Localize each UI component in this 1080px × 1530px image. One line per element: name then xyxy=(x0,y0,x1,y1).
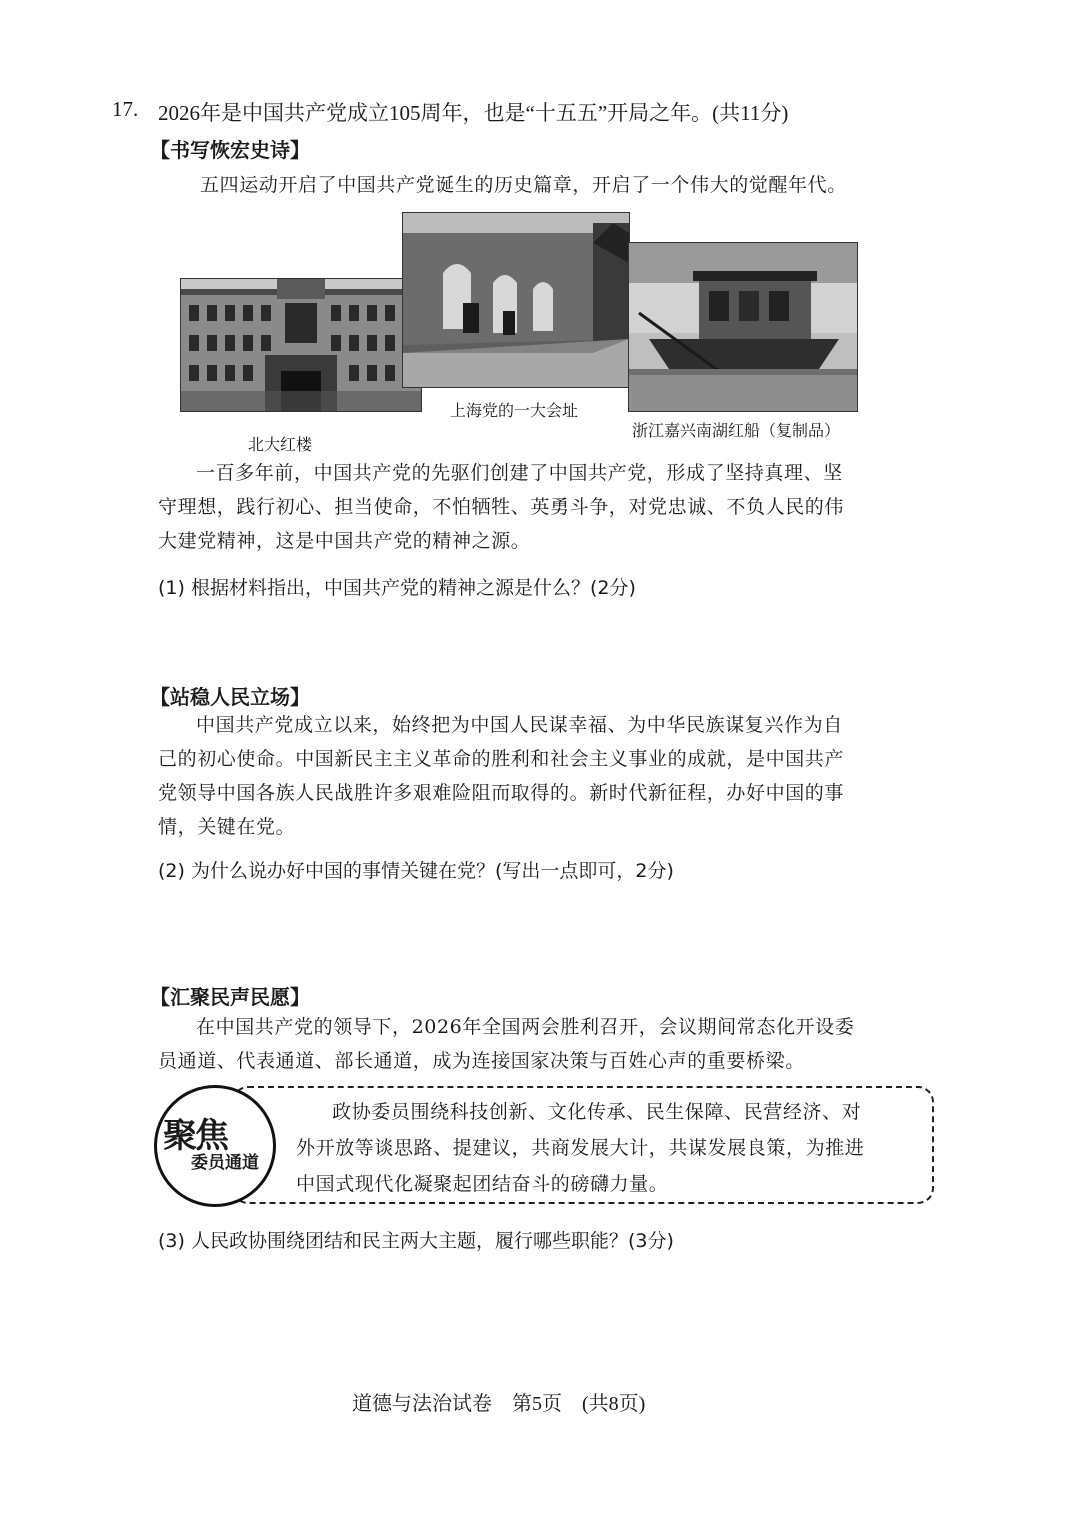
red-building-photo xyxy=(180,278,422,412)
section2-line-3: 党领导中国各族人民战胜许多艰难险阻而取得的。新时代新征程，办好中国的事 xyxy=(158,782,845,804)
focus-line-1: 政协委员围绕科技创新、文化传承、民生保障、民营经济、对 xyxy=(332,1101,862,1123)
sub-question-3: (3) 人民政协围绕团结和民主两大主题，履行哪些职能？(3分) xyxy=(158,1230,674,1252)
section3-material xyxy=(158,1010,948,1078)
section2-material xyxy=(158,708,948,844)
section2-heading: 【站稳人民立场】 xyxy=(150,685,310,709)
section2-line-4: 情，关键在党。 xyxy=(158,816,296,838)
section2-line-1: 中国共产党成立以来，始终把为中国人民谋幸福、为中华民族谋复兴作为自 xyxy=(196,714,843,736)
page-footer: 道德与法治试卷 第5页 (共8页) xyxy=(352,1393,646,1415)
section1-material xyxy=(158,456,948,558)
section1-intro: 五四运动开启了中国共产党诞生的历史篇章，开启了一个伟大的觉醒年代。 xyxy=(200,174,847,196)
photo-caption-red-boat: 浙江嘉兴南湖红船（复制品） xyxy=(632,421,841,440)
section3-heading: 【汇聚民声民愿】 xyxy=(150,985,310,1009)
sub-question-1: (1) 根据材料指出，中国共产党的精神之源是什么？(2分) xyxy=(158,577,636,599)
section1-line-1: 一百多年前，中国共产党的先驱们创建了中国共产党，形成了坚持真理、坚 xyxy=(196,462,843,484)
first-congress-site-photo xyxy=(402,212,630,388)
sub-question-2: (2) 为什么说办好中国的事情关键在党？(写出一点即可，2分) xyxy=(158,860,674,882)
section3-line-2: 员通道、代表通道、部长通道，成为连接国家决策与百姓心声的重要桥梁。 xyxy=(158,1050,805,1072)
section1-line-2: 守理想，践行初心、担当使命，不怕牺牲、英勇斗争，对党忠诚、不负人民的伟 xyxy=(158,496,845,518)
question-stem: 2026年是中国共产党成立105周年，也是“十五五”开局之年。(共11分) xyxy=(158,101,789,125)
section1-heading: 【书写恢宏史诗】 xyxy=(150,138,310,162)
red-boat-photo xyxy=(628,242,858,412)
section2-line-2: 己的初心使命。中国新民主主义革命的胜利和社会主义事业的成就，是中国共产 xyxy=(158,748,845,770)
focus-seal-sub: 委员通道 xyxy=(191,1153,259,1173)
focus-callout-text xyxy=(296,1094,928,1202)
section1-line-3: 大建党精神，这是中国共产党的精神之源。 xyxy=(158,530,531,552)
photo-caption-first-congress-site: 上海党的一大会址 xyxy=(450,401,579,420)
photo-caption-red-building: 北大红楼 xyxy=(248,435,313,454)
focus-line-2: 外开放等谈思路、提建议，共商发展大计，共谋发展良策，为推进 xyxy=(296,1137,865,1159)
focus-seal-main: 聚焦 xyxy=(163,1116,227,1156)
focus-seal xyxy=(154,1085,276,1207)
focus-line-3: 中国式现代化凝聚起团结奋斗的磅礴力量。 xyxy=(296,1173,669,1195)
section3-line-1: 在中国共产党的领导下，2026年全国两会胜利召开，会议期间常态化开设委 xyxy=(196,1016,855,1038)
question-number: 17. xyxy=(112,97,139,121)
